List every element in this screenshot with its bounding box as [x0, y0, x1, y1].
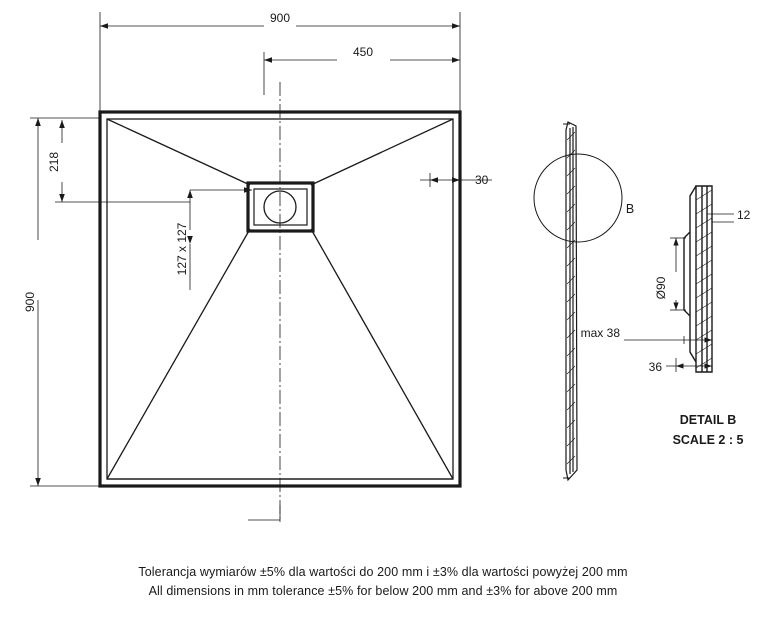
tolerance-note-en: All dimensions in mm tolerance ±5% for below 200 mm and ±3% for above 200 mm — [148, 584, 618, 598]
detail-b-view — [581, 186, 751, 447]
detail-hatch — [696, 190, 712, 368]
side-section-view — [534, 122, 634, 480]
dim-label-left-overall: 900 — [23, 291, 37, 313]
detail-dimension-lines — [624, 214, 734, 372]
tolerance-notes — [0, 563, 766, 601]
drain-square-inner — [254, 189, 307, 225]
dim-label-top-half: 450 — [352, 45, 374, 59]
detail-scale: SCALE 2 : 5 — [672, 433, 744, 447]
plan-view — [23, 11, 492, 522]
detail-arrowheads — [673, 238, 712, 369]
detail-title: DETAIL B — [679, 413, 737, 427]
detail-dim-wall: 12 — [737, 208, 751, 222]
dim-label-top-overall: 900 — [269, 11, 291, 25]
drain-square-outline — [248, 183, 313, 231]
detail-dim-depth: 36 — [648, 360, 662, 374]
dim-label-right-edge: 30 — [475, 173, 489, 187]
dim-label-drain-square: 127 x 127 — [175, 222, 189, 276]
dim-label-left-edge: 218 — [47, 151, 61, 173]
detail-callout-circle — [534, 154, 622, 242]
detail-dim-max: max 38 — [580, 326, 620, 340]
detail-callout-letter: B — [625, 202, 635, 216]
tolerance-note-pl: Tolerancja wymiarów ±5% dla wartości do 200 mm i ±3% dla wartości powyżej 200 mm — [138, 565, 628, 579]
detail-dim-diameter: Ø90 — [654, 276, 668, 300]
section-hatch — [567, 132, 575, 464]
